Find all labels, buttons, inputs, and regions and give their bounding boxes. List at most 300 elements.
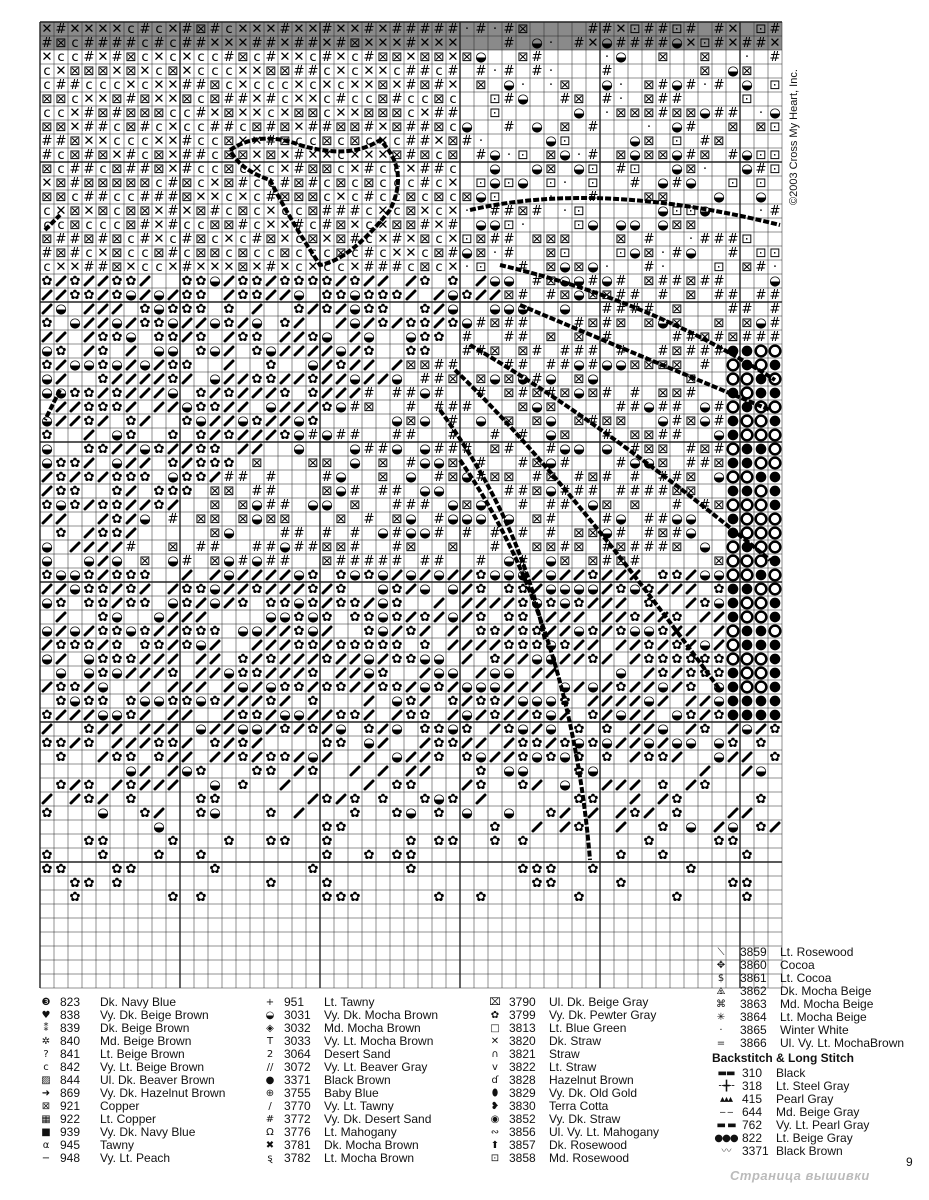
svg-text:✕: ✕ xyxy=(111,63,123,79)
svg-text:◒: ◒ xyxy=(629,245,641,261)
svg-text:◒: ◒ xyxy=(349,315,361,331)
svg-text:#: # xyxy=(489,539,501,555)
svg-text:◒: ◒ xyxy=(55,301,67,317)
svg-text:✕: ✕ xyxy=(307,147,319,163)
svg-text:✕: ✕ xyxy=(237,77,249,93)
svg-text:✿: ✿ xyxy=(265,371,277,387)
svg-text:✿: ✿ xyxy=(167,427,179,443)
svg-text:✿: ✿ xyxy=(517,595,529,611)
svg-text:#: # xyxy=(111,105,123,121)
svg-text:✿: ✿ xyxy=(293,609,305,625)
double-slash-icon: // xyxy=(266,1062,274,1073)
svg-text:✿: ✿ xyxy=(69,455,81,471)
floss-name: Lt. Blue Green xyxy=(549,1021,627,1035)
svg-text:⊠: ⊠ xyxy=(489,441,501,457)
svg-text:◒: ◒ xyxy=(755,189,767,205)
svg-text:c: c xyxy=(295,231,303,247)
svg-text:✿: ✿ xyxy=(643,581,655,597)
svg-text:#: # xyxy=(629,287,641,303)
svg-text:✕: ✕ xyxy=(237,35,249,51)
svg-text:✿: ✿ xyxy=(671,567,683,583)
svg-text:◒: ◒ xyxy=(601,441,613,457)
svg-text:◒: ◒ xyxy=(629,455,641,471)
svg-text:⊠: ⊠ xyxy=(139,105,151,121)
svg-text:◒: ◒ xyxy=(111,427,123,443)
svg-text:◒: ◒ xyxy=(699,399,711,415)
svg-text:✿: ✿ xyxy=(433,889,445,905)
svg-text:⊠: ⊠ xyxy=(545,539,557,555)
svg-text:✿: ✿ xyxy=(139,315,151,331)
svg-text:⊠: ⊠ xyxy=(195,231,207,247)
svg-text:⊠: ⊠ xyxy=(335,511,347,527)
svg-text:c: c xyxy=(127,231,135,247)
svg-text:#: # xyxy=(391,91,403,107)
svg-text:#: # xyxy=(391,427,403,443)
svg-text:#: # xyxy=(587,147,599,163)
svg-text:#: # xyxy=(321,525,333,541)
svg-text:#: # xyxy=(587,357,599,373)
svg-text:✕: ✕ xyxy=(307,259,319,275)
svg-text:c: c xyxy=(239,231,247,247)
svg-text:◒: ◒ xyxy=(587,259,599,275)
floss-number: 939 xyxy=(60,1125,81,1139)
svg-text:✿: ✿ xyxy=(279,315,291,331)
svg-text:c: c xyxy=(281,77,289,93)
svg-text:⊠: ⊠ xyxy=(559,77,571,93)
svg-text:c: c xyxy=(211,49,219,65)
svg-text:✿: ✿ xyxy=(335,595,347,611)
svg-text:c: c xyxy=(127,133,135,149)
svg-text:◒: ◒ xyxy=(713,595,725,611)
svg-text:◒: ◒ xyxy=(531,595,543,611)
svg-text:⊠: ⊠ xyxy=(167,63,179,79)
svg-text:⊠: ⊠ xyxy=(153,245,165,261)
legend-row xyxy=(262,1152,438,1165)
svg-text:✿: ✿ xyxy=(657,777,669,793)
svg-text:⊡: ⊡ xyxy=(769,147,781,163)
svg-text:#: # xyxy=(475,21,487,37)
svg-text:c: c xyxy=(113,133,121,149)
svg-text:⊠: ⊠ xyxy=(237,259,249,275)
svg-text:✕: ✕ xyxy=(447,35,459,51)
svg-text:#: # xyxy=(363,245,375,261)
arrow-right-icon: ➜ xyxy=(41,1088,51,1099)
svg-text:✿: ✿ xyxy=(251,763,263,779)
svg-text:⊠: ⊠ xyxy=(125,105,137,121)
svg-text:#: # xyxy=(55,21,67,37)
svg-text:#: # xyxy=(713,105,725,121)
diagonal-icon: ⟍ xyxy=(717,947,725,958)
svg-text:✿: ✿ xyxy=(139,805,151,821)
svg-text:⊠: ⊠ xyxy=(643,315,655,331)
svg-text:#: # xyxy=(475,315,487,331)
svg-text:✿: ✿ xyxy=(307,861,319,877)
svg-text:✕: ✕ xyxy=(447,259,459,275)
svg-text:#: # xyxy=(349,427,361,443)
svg-text:✕: ✕ xyxy=(223,231,235,247)
floss-number: 3852 xyxy=(509,1112,536,1126)
svg-text:◒: ◒ xyxy=(531,119,543,135)
floss-name: Tawny xyxy=(100,1138,135,1152)
floss-name: Lt. Copper xyxy=(100,1112,157,1126)
svg-text:◒: ◒ xyxy=(517,371,529,387)
svg-text:✿: ✿ xyxy=(153,847,165,863)
svg-text:#: # xyxy=(69,245,81,261)
svg-text:#: # xyxy=(433,385,445,401)
svg-text:✿: ✿ xyxy=(153,315,165,331)
svg-text:⊡: ⊡ xyxy=(573,217,585,233)
svg-text:#: # xyxy=(293,539,305,555)
svg-text:⊡: ⊡ xyxy=(769,245,781,261)
floss-number: 3781 xyxy=(284,1138,311,1152)
svg-text:✿: ✿ xyxy=(447,791,459,807)
svg-text:#: # xyxy=(433,469,445,485)
svg-text:✿: ✿ xyxy=(181,273,193,289)
svg-text:#: # xyxy=(699,231,711,247)
svg-text:⊠: ⊠ xyxy=(475,371,487,387)
svg-text:◒: ◒ xyxy=(657,175,669,191)
floss-number: 948 xyxy=(60,1151,81,1165)
svg-text:◒: ◒ xyxy=(433,791,445,807)
svg-text:#: # xyxy=(601,315,613,331)
svg-text:#: # xyxy=(713,399,725,415)
svg-text:✕: ✕ xyxy=(419,203,431,219)
svg-text:c: c xyxy=(309,245,317,261)
svg-text:#: # xyxy=(629,385,641,401)
svg-text:✿: ✿ xyxy=(111,567,123,583)
svg-text:✿: ✿ xyxy=(321,875,333,891)
solid-square-icon: ■ xyxy=(41,1127,51,1138)
svg-text:✿: ✿ xyxy=(265,763,277,779)
svg-text:#: # xyxy=(699,343,711,359)
svg-text:✿: ✿ xyxy=(41,497,53,513)
svg-text:⊠: ⊠ xyxy=(83,63,95,79)
svg-text:✿: ✿ xyxy=(251,287,263,303)
svg-text:⊠: ⊠ xyxy=(657,189,669,205)
svg-text:✿: ✿ xyxy=(559,637,571,653)
svg-text:⊡: ⊡ xyxy=(559,245,571,261)
svg-text:⊠: ⊠ xyxy=(209,77,221,93)
svg-text:⊠: ⊠ xyxy=(405,203,417,219)
svg-text:⊠: ⊠ xyxy=(657,49,669,65)
svg-text:✕: ✕ xyxy=(321,35,333,51)
svg-text:◒: ◒ xyxy=(601,357,613,373)
svg-text:⊠: ⊠ xyxy=(419,259,431,275)
svg-text:✿: ✿ xyxy=(307,567,319,583)
svg-text:⊠: ⊠ xyxy=(531,511,543,527)
svg-text:⊠: ⊠ xyxy=(55,91,67,107)
svg-text:✿: ✿ xyxy=(69,287,81,303)
svg-text:✿: ✿ xyxy=(657,623,669,639)
svg-text:⊠: ⊠ xyxy=(545,161,557,177)
svg-text:◒: ◒ xyxy=(391,413,403,429)
svg-text:#: # xyxy=(363,21,375,37)
svg-text:◒: ◒ xyxy=(643,455,655,471)
svg-text:◒: ◒ xyxy=(377,525,389,541)
svg-text:#: # xyxy=(503,441,515,457)
svg-text:⊠: ⊠ xyxy=(517,49,529,65)
svg-text:✿: ✿ xyxy=(545,749,557,765)
svg-text:◒: ◒ xyxy=(517,693,529,709)
svg-text:✕: ✕ xyxy=(335,49,347,65)
svg-text:✿: ✿ xyxy=(195,763,207,779)
svg-text:✿: ✿ xyxy=(209,399,221,415)
two-icon: 2 xyxy=(266,1049,274,1060)
svg-text:✕: ✕ xyxy=(251,161,263,177)
svg-text:◒: ◒ xyxy=(307,749,319,765)
floss-name: Baby Blue xyxy=(324,1086,379,1100)
svg-text:⊠: ⊠ xyxy=(195,245,207,261)
svg-text:⊠: ⊠ xyxy=(349,133,361,149)
floss-number: 310 xyxy=(742,1066,763,1080)
svg-text:⊠: ⊠ xyxy=(419,357,431,373)
svg-text:·: · xyxy=(562,175,568,191)
svg-text:#: # xyxy=(419,175,431,191)
svg-text:⊠: ⊠ xyxy=(531,455,543,471)
svg-text:✿: ✿ xyxy=(573,889,585,905)
svg-text:✿: ✿ xyxy=(699,777,711,793)
svg-text:◒: ◒ xyxy=(657,203,669,219)
floss-number: 3813 xyxy=(509,1021,536,1035)
svg-text:#: # xyxy=(615,399,627,415)
svg-text:✿: ✿ xyxy=(419,609,431,625)
svg-text:#: # xyxy=(545,287,557,303)
svg-text:◒: ◒ xyxy=(727,819,739,835)
svg-text:✕: ✕ xyxy=(335,63,347,79)
svg-text:c: c xyxy=(337,161,345,177)
svg-text:⊠: ⊠ xyxy=(629,105,641,121)
svg-text:◒: ◒ xyxy=(307,497,319,513)
svg-text:✕: ✕ xyxy=(97,49,109,65)
svg-text:⊠: ⊠ xyxy=(153,147,165,163)
svg-text:✿: ✿ xyxy=(55,777,67,793)
svg-text:✿: ✿ xyxy=(545,805,557,821)
svg-text:#: # xyxy=(405,497,417,513)
svg-text:✿: ✿ xyxy=(713,651,725,667)
svg-text:#: # xyxy=(251,35,263,51)
svg-text:#: # xyxy=(587,119,599,135)
svg-text:c: c xyxy=(211,147,219,163)
svg-text:c: c xyxy=(421,245,429,261)
svg-text:#: # xyxy=(419,63,431,79)
svg-text:◒: ◒ xyxy=(377,623,389,639)
svg-text:✿: ✿ xyxy=(307,413,319,429)
svg-text:⊡: ⊡ xyxy=(727,175,739,191)
svg-text:◒: ◒ xyxy=(265,399,277,415)
svg-text:⊠: ⊠ xyxy=(545,469,557,485)
svg-text:✕: ✕ xyxy=(615,21,627,37)
svg-text:✕: ✕ xyxy=(223,35,235,51)
svg-text:✿: ✿ xyxy=(279,427,291,443)
svg-text:·: · xyxy=(604,105,610,121)
svg-text:c: c xyxy=(113,189,121,205)
svg-text:⊠: ⊠ xyxy=(643,427,655,443)
svg-text:✿: ✿ xyxy=(125,413,137,429)
svg-text:#: # xyxy=(125,147,137,163)
svg-text:◒: ◒ xyxy=(489,161,501,177)
svg-text:✿: ✿ xyxy=(97,693,109,709)
svg-text:◒: ◒ xyxy=(713,749,725,765)
svg-text:#: # xyxy=(545,441,557,457)
svg-text:⊠: ⊠ xyxy=(699,49,711,65)
svg-text:#: # xyxy=(335,91,347,107)
svg-text:c: c xyxy=(113,203,121,219)
svg-text:◒: ◒ xyxy=(503,301,515,317)
svg-text:✿: ✿ xyxy=(125,777,137,793)
svg-text:⊠: ⊠ xyxy=(685,217,697,233)
svg-text:c: c xyxy=(155,21,163,37)
svg-text:#: # xyxy=(615,483,627,499)
svg-text:#: # xyxy=(741,329,753,345)
svg-text:◒: ◒ xyxy=(209,371,221,387)
svg-text:✕: ✕ xyxy=(279,35,291,51)
svg-text:c: c xyxy=(379,245,387,261)
svg-text:⊠: ⊠ xyxy=(489,343,501,359)
svg-text:c: c xyxy=(71,91,79,107)
svg-text:✕: ✕ xyxy=(209,189,221,205)
svg-text:#: # xyxy=(83,35,95,51)
svg-text:◒: ◒ xyxy=(139,511,151,527)
svg-text:c: c xyxy=(449,161,457,177)
svg-text:✿: ✿ xyxy=(237,777,249,793)
svg-text:·: · xyxy=(618,77,624,93)
svg-text:⊠: ⊠ xyxy=(685,273,697,289)
svg-text:#: # xyxy=(349,539,361,555)
svg-text:◒: ◒ xyxy=(293,427,305,443)
svg-text:⊠: ⊠ xyxy=(643,77,655,93)
svg-text:◒: ◒ xyxy=(111,553,123,569)
svg-text:#: # xyxy=(503,91,515,107)
floss-name: Vy. Lt. Tawny xyxy=(324,1099,394,1113)
svg-text:#: # xyxy=(629,539,641,555)
svg-text:◒: ◒ xyxy=(433,455,445,471)
svg-text:✕: ✕ xyxy=(433,35,445,51)
svg-text:⊠: ⊠ xyxy=(209,217,221,233)
svg-text:·: · xyxy=(492,245,498,261)
svg-text:◒: ◒ xyxy=(615,511,627,527)
svg-text:#: # xyxy=(391,259,403,275)
svg-text:✿: ✿ xyxy=(517,609,529,625)
svg-text:✕: ✕ xyxy=(685,35,697,51)
svg-text:⊠: ⊠ xyxy=(531,385,543,401)
svg-text:◒: ◒ xyxy=(545,133,557,149)
svg-text:⊠: ⊠ xyxy=(447,371,459,387)
svg-text:#: # xyxy=(55,133,67,149)
svg-text:#: # xyxy=(629,553,641,569)
floss-name: Vy. Dk. Beige Brown xyxy=(100,1008,209,1022)
svg-text:✿: ✿ xyxy=(545,595,557,611)
svg-text:#: # xyxy=(307,35,319,51)
svg-text:#: # xyxy=(503,119,515,135)
svg-text:#: # xyxy=(391,21,403,37)
svg-text:◒: ◒ xyxy=(419,679,431,695)
svg-text:✿: ✿ xyxy=(293,273,305,289)
svg-text:✿: ✿ xyxy=(531,637,543,653)
svg-text:✕: ✕ xyxy=(167,161,179,177)
svg-text:#: # xyxy=(615,161,627,177)
svg-text:✿: ✿ xyxy=(713,707,725,723)
svg-text:#: # xyxy=(769,21,781,37)
svg-text:◒: ◒ xyxy=(41,651,53,667)
svg-text:✕: ✕ xyxy=(377,231,389,247)
svg-text:#: # xyxy=(545,357,557,373)
svg-text:#: # xyxy=(587,413,599,429)
svg-text:⊠: ⊠ xyxy=(209,525,221,541)
svg-text:◒: ◒ xyxy=(41,371,53,387)
svg-text:#: # xyxy=(321,203,333,219)
svg-text:◒: ◒ xyxy=(335,721,347,737)
svg-text:⊠: ⊠ xyxy=(545,245,557,261)
grid-square-icon: ▦ xyxy=(41,1114,51,1125)
svg-text:✿: ✿ xyxy=(41,861,53,877)
svg-text:◒: ◒ xyxy=(699,567,711,583)
svg-text:#: # xyxy=(335,203,347,219)
oval-icon: ⬮ xyxy=(491,1088,499,1099)
svg-text:◒: ◒ xyxy=(265,679,277,695)
svg-text:◒: ◒ xyxy=(657,217,669,233)
svg-text:◒: ◒ xyxy=(335,399,347,415)
svg-text:⊠: ⊠ xyxy=(405,539,417,555)
svg-text:#: # xyxy=(307,63,319,79)
svg-text:⊠: ⊠ xyxy=(209,553,221,569)
svg-text:#: # xyxy=(391,385,403,401)
svg-text:#: # xyxy=(629,469,641,485)
svg-text:⊠: ⊠ xyxy=(671,315,683,331)
svg-text:⊠: ⊠ xyxy=(307,203,319,219)
svg-text:◒: ◒ xyxy=(545,707,557,723)
svg-text:⊠: ⊠ xyxy=(643,273,655,289)
svg-text:#: # xyxy=(503,21,515,37)
svg-text:◒: ◒ xyxy=(517,763,529,779)
svg-text:✕: ✕ xyxy=(419,105,431,121)
svg-text:◒: ◒ xyxy=(349,287,361,303)
svg-text:#: # xyxy=(685,343,697,359)
floss-name: Vy. Lt. Pearl Gray xyxy=(776,1118,870,1132)
svg-text:✿: ✿ xyxy=(447,735,459,751)
floss-name: Ul. Vy. Lt. Mahogany xyxy=(549,1125,660,1139)
svg-text:◒: ◒ xyxy=(559,777,571,793)
svg-text:✿: ✿ xyxy=(307,273,319,289)
svg-text:◒: ◒ xyxy=(209,581,221,597)
svg-text:·: · xyxy=(604,49,610,65)
svg-text:#: # xyxy=(433,399,445,415)
copper-icon: ⊠ xyxy=(41,1101,51,1112)
svg-text:⊠: ⊠ xyxy=(447,539,459,555)
svg-text:⊠: ⊠ xyxy=(545,259,557,275)
svg-text:◒: ◒ xyxy=(503,511,515,527)
svg-text:⊠: ⊠ xyxy=(335,175,347,191)
svg-text:✿: ✿ xyxy=(97,581,109,597)
svg-text:#: # xyxy=(195,77,207,93)
svg-text:#: # xyxy=(209,119,221,135)
svg-text:c: c xyxy=(155,119,163,135)
legend-column-2 xyxy=(262,996,438,1165)
floss-name: Dk. Beige Brown xyxy=(100,1021,190,1035)
svg-text:#: # xyxy=(461,133,473,149)
svg-text:✿: ✿ xyxy=(153,497,165,513)
svg-text:#: # xyxy=(83,259,95,275)
svg-text:#: # xyxy=(699,497,711,513)
svg-text:✿: ✿ xyxy=(265,651,277,667)
svg-text:✿: ✿ xyxy=(195,889,207,905)
svg-text:⊠: ⊠ xyxy=(111,175,123,191)
svg-text:#: # xyxy=(433,357,445,373)
svg-text:◒: ◒ xyxy=(167,343,179,359)
svg-text:#: # xyxy=(433,525,445,541)
svg-text:⊠: ⊠ xyxy=(629,497,641,513)
svg-text:✿: ✿ xyxy=(69,483,81,499)
svg-text:✿: ✿ xyxy=(237,273,249,289)
